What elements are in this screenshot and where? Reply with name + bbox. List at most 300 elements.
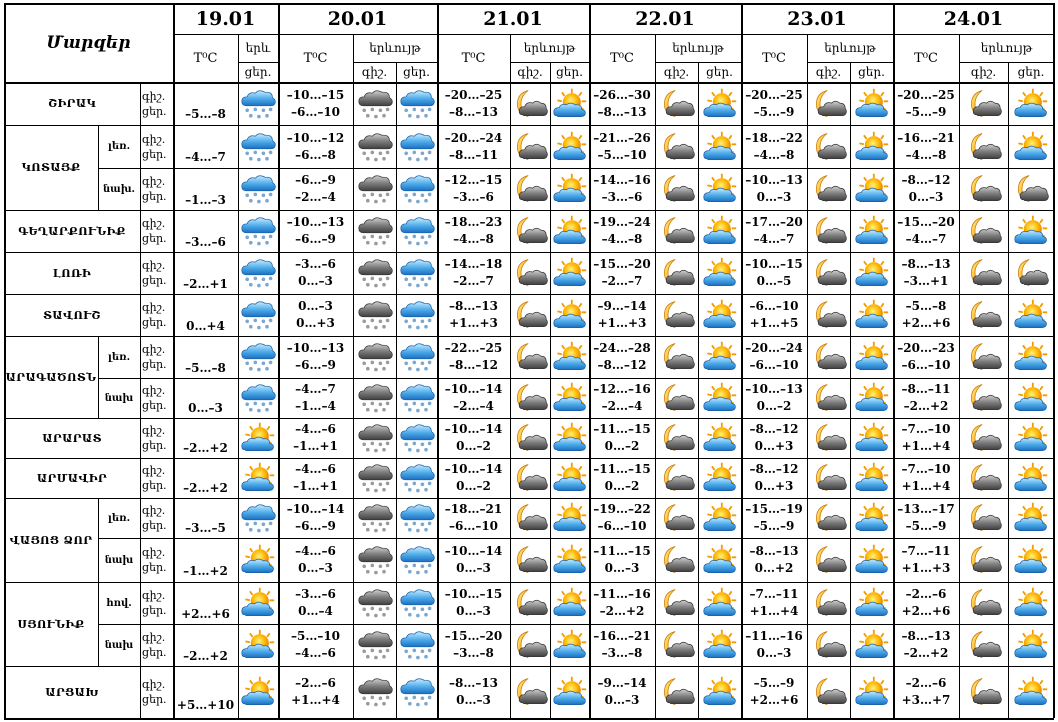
moon-cloud-icon <box>966 421 1002 455</box>
grid-line <box>741 3 743 718</box>
day-temp: +2…+6 <box>749 693 799 707</box>
date-header: 22.01 <box>635 7 695 30</box>
night-header: գիշ. <box>517 65 543 79</box>
temp-range <box>437 210 510 252</box>
snow-cloud-blue-icon <box>240 172 276 206</box>
day-temp: +1…+4 <box>291 693 340 707</box>
day-temp: 0…–3 <box>456 604 491 618</box>
sun-cloud-icon <box>702 214 738 248</box>
temp-range <box>278 252 353 294</box>
grid-line <box>238 34 239 718</box>
night-temp: –8…–13 <box>749 544 799 558</box>
night-day-label <box>140 168 175 210</box>
sun-cloud-icon <box>854 172 890 206</box>
temp-range <box>589 418 655 458</box>
snow-cloud-gray-icon <box>357 340 393 374</box>
day-header: ցեր. <box>858 65 885 79</box>
temp-range <box>893 168 959 210</box>
sun-cloud-icon <box>854 675 890 709</box>
moon-cloud-icon <box>659 628 695 662</box>
day-header: ցեր. <box>556 65 583 79</box>
moon-cloud-icon <box>811 628 847 662</box>
night-label: գիշ. <box>142 589 166 602</box>
moon-cloud-icon <box>512 340 548 374</box>
day-label: ցեր. <box>142 190 167 203</box>
snow-cloud-blue-icon <box>240 340 276 374</box>
moon-cloud-icon <box>811 130 847 164</box>
day-label: ցեր. <box>142 519 167 532</box>
snow-cloud-blue-icon <box>399 675 435 709</box>
day-temp: –6…–8 <box>295 147 336 162</box>
snow-cloud-blue-icon <box>240 501 276 535</box>
day-temp: –2…+2 <box>903 646 949 660</box>
night-temp: –12…–16 <box>593 382 651 396</box>
grid-line <box>396 62 397 718</box>
night-temp: –10…–14 <box>444 462 503 476</box>
temp-range <box>589 252 655 294</box>
night-day-label <box>140 624 175 666</box>
night-temp: –3…–6 <box>295 257 336 271</box>
night-day-label <box>140 336 175 378</box>
moon-cloud-icon <box>966 298 1002 332</box>
day-temp: –8…–13 <box>597 104 647 119</box>
night-day-label <box>140 418 175 458</box>
snow-cloud-blue-icon <box>240 381 276 415</box>
day-temp: –5…–9 <box>905 104 947 119</box>
temp-range <box>589 458 655 498</box>
subregion-label: լեռ. <box>107 351 131 363</box>
night-temp: –20…–25 <box>897 87 955 102</box>
sun-cloud-icon <box>702 172 738 206</box>
temp-range <box>278 418 353 458</box>
night-temp: –4…–6 <box>295 544 336 558</box>
moon-cloud-icon <box>659 381 695 415</box>
moon-cloud-icon <box>512 586 548 620</box>
temp-range <box>893 294 959 336</box>
temp-value: –5…–8 <box>185 107 226 122</box>
day-temp: –8…–11 <box>448 147 499 162</box>
snow-cloud-gray-icon <box>357 461 393 495</box>
day-label: ցեր. <box>142 274 167 287</box>
snow-cloud-blue-icon <box>240 87 276 121</box>
day-temp: 0…–2 <box>756 399 792 413</box>
day-temp: –5…–10 <box>597 147 647 162</box>
region-label: ԱՐՑԱԽ <box>45 685 99 699</box>
sun-cloud-icon <box>702 87 738 121</box>
day-temp: –4…–8 <box>905 147 947 162</box>
grid-line <box>589 3 591 718</box>
night-temp: –19…–22 <box>593 502 651 516</box>
grid-line <box>698 62 699 718</box>
night-temp: –6…–10 <box>749 299 799 313</box>
temp-range <box>437 168 510 210</box>
night-temp: –2…–6 <box>905 676 947 690</box>
sun-cloud-icon <box>552 461 588 495</box>
sun-cloud-icon <box>552 130 588 164</box>
night-temp: –22…–25 <box>444 341 503 355</box>
temp-range <box>278 82 353 125</box>
grid-line <box>959 62 1054 63</box>
snow-cloud-blue-icon <box>240 256 276 290</box>
moon-cloud-icon <box>811 298 847 332</box>
night-temp: –7…–11 <box>901 544 951 558</box>
night-temp: –14…–18 <box>444 257 503 271</box>
night-temp: –19…–24 <box>593 215 651 229</box>
day-temp: 0…–3 <box>456 561 491 575</box>
night-temp: –11…–15 <box>593 544 651 558</box>
day-temp: –3…–6 <box>601 190 643 204</box>
night-day-label <box>140 498 175 538</box>
sun-cloud-icon <box>854 130 890 164</box>
day-temp: –6…–10 <box>290 104 341 119</box>
moon-cloud-icon <box>512 421 548 455</box>
temp-header: T⁰C <box>193 50 218 66</box>
day-temp: –4…–8 <box>753 147 795 162</box>
day-temp: 0…–3 <box>604 693 640 707</box>
night-header: գիշ. <box>970 65 997 79</box>
night-temp: –8…–12 <box>901 173 951 187</box>
snow-cloud-blue-icon <box>399 461 435 495</box>
sun-cloud-icon <box>702 543 738 577</box>
sun-cloud-icon <box>1013 214 1049 248</box>
moon-cloud-icon <box>1013 256 1049 290</box>
snow-cloud-gray-icon <box>357 256 393 290</box>
table-title: Մարզեր <box>46 32 131 53</box>
sun-cloud-icon <box>854 586 890 620</box>
day-temp: 0…–2 <box>456 479 491 493</box>
temp-range <box>893 498 959 538</box>
temp-value: +2…+6 <box>181 606 230 621</box>
night-day-label <box>140 538 175 582</box>
night-temp: –7…–11 <box>749 587 799 601</box>
snow-cloud-gray-icon <box>357 421 393 455</box>
night-label: գիշ. <box>142 504 166 517</box>
grid-line <box>807 34 808 718</box>
sun-cloud-icon <box>552 256 588 290</box>
snow-cloud-blue-icon <box>399 214 435 248</box>
day-label: ցեր. <box>142 439 167 452</box>
day-temp: +3…+7 <box>901 693 951 707</box>
temp-range <box>893 378 959 418</box>
phenomenon-header: երև <box>245 41 271 55</box>
day-temp: 0…–4 <box>298 604 333 618</box>
temp-range <box>437 82 510 125</box>
day-temp: +1…+3 <box>901 561 951 575</box>
grid-line <box>1008 62 1009 718</box>
temp-range <box>589 168 655 210</box>
subregion-label: նախ <box>104 392 134 404</box>
day-temp: –1…+1 <box>293 439 338 453</box>
snow-cloud-blue-icon <box>240 130 276 164</box>
night-temp: –18…–22 <box>745 130 803 145</box>
subregion-label: նախ <box>104 639 134 651</box>
night-temp: –10…–14 <box>286 502 345 516</box>
day-temp: 0…–3 <box>604 561 640 575</box>
sun-cloud-icon <box>702 130 738 164</box>
night-temp: –20…–25 <box>444 87 503 102</box>
moon-cloud-icon <box>966 172 1002 206</box>
temp-range <box>741 336 807 378</box>
temp-range <box>893 82 959 125</box>
moon-cloud-icon <box>811 675 847 709</box>
day-temp: –8…–13 <box>448 104 499 119</box>
night-temp: –8…–11 <box>901 382 951 396</box>
temp-range <box>589 336 655 378</box>
day-temp: 0…–5 <box>756 274 792 288</box>
temp-range <box>437 378 510 418</box>
night-temp: –15…–20 <box>444 629 503 643</box>
grid-line <box>1053 3 1055 718</box>
sun-cloud-icon <box>1013 340 1049 374</box>
night-label: գիշ. <box>142 89 166 103</box>
moon-cloud-icon <box>966 461 1002 495</box>
snow-cloud-gray-icon <box>357 381 393 415</box>
sun-cloud-icon <box>854 256 890 290</box>
moon-cloud-icon <box>966 381 1002 415</box>
moon-cloud-icon <box>966 543 1002 577</box>
grid-line <box>353 34 354 718</box>
moon-cloud-icon <box>659 543 695 577</box>
night-temp: –4…–6 <box>295 462 336 476</box>
grid-line <box>4 3 6 718</box>
day-temp: 0…–3 <box>456 693 491 707</box>
night-temp: –17…–20 <box>745 215 803 229</box>
temp-range <box>589 378 655 418</box>
temp-value: –1…+2 <box>183 564 228 578</box>
night-temp: –10…–13 <box>286 215 345 229</box>
night-label: գիշ. <box>142 175 166 188</box>
moon-cloud-icon <box>966 501 1002 535</box>
temp-range <box>741 582 807 624</box>
night-label: գիշ. <box>142 424 166 437</box>
night-temp: –16…–21 <box>897 130 955 145</box>
day-label: ցեր. <box>142 561 167 574</box>
night-temp: –10…–14 <box>444 544 503 558</box>
temp-range <box>437 336 510 378</box>
day-temp: 0…–3 <box>298 561 333 575</box>
grid-line <box>173 34 1054 35</box>
night-label: գիշ. <box>142 678 166 691</box>
snow-cloud-gray-icon <box>357 130 393 164</box>
temp-range <box>278 666 353 718</box>
day-temp: –6…–9 <box>295 519 336 533</box>
sun-cloud-icon <box>854 214 890 248</box>
phenomenon-header: երևույթ <box>523 41 576 55</box>
moon-cloud-icon <box>659 214 695 248</box>
temp-value: –5…–8 <box>185 360 226 375</box>
date-header: 19.01 <box>195 7 256 30</box>
temp-value: –2…+2 <box>183 481 228 495</box>
temp-value: –1…–3 <box>185 192 226 207</box>
snow-cloud-gray-icon <box>357 543 393 577</box>
temp-range <box>589 498 655 538</box>
day-temp: –5…–9 <box>753 104 795 119</box>
temp-range <box>278 294 353 336</box>
night-temp: –11…–16 <box>745 629 803 643</box>
sun-cloud-icon <box>702 381 738 415</box>
day-temp: 0…–3 <box>908 190 944 204</box>
grid-line <box>4 718 1054 720</box>
grid-line <box>140 82 141 718</box>
sun-cloud-icon <box>552 501 588 535</box>
sun-cloud-icon <box>702 340 738 374</box>
moon-cloud-icon <box>811 256 847 290</box>
moon-cloud-icon <box>966 130 1002 164</box>
night-temp: –16…–21 <box>593 629 651 643</box>
region-label: ԿՈՏԱՅՔ <box>21 161 81 174</box>
temp-range <box>278 582 353 624</box>
night-temp: –8…–13 <box>448 299 499 313</box>
day-temp: +2…+6 <box>901 604 951 618</box>
sun-cloud-icon <box>1013 130 1049 164</box>
grid-line <box>550 62 551 718</box>
temp-range <box>437 418 510 458</box>
temp-range <box>437 624 510 666</box>
sun-cloud-icon <box>240 421 276 455</box>
temp-range <box>278 458 353 498</box>
moon-cloud-icon <box>811 214 847 248</box>
sun-cloud-icon <box>702 586 738 620</box>
night-temp: –10…–15 <box>444 587 503 601</box>
sun-cloud-icon <box>240 461 276 495</box>
night-temp: –20…–24 <box>444 130 503 145</box>
moon-cloud-icon <box>659 586 695 620</box>
grid-line <box>437 3 439 718</box>
day-header: ցեր. <box>403 65 430 79</box>
temp-range <box>741 294 807 336</box>
moon-cloud-icon <box>512 256 548 290</box>
moon-cloud-icon <box>811 340 847 374</box>
snow-cloud-blue-icon <box>399 256 435 290</box>
moon-cloud-icon <box>512 214 548 248</box>
temp-range <box>741 624 807 666</box>
temp-range <box>437 582 510 624</box>
day-temp: –8…–12 <box>597 358 647 372</box>
sun-cloud-icon <box>1013 421 1049 455</box>
sun-cloud-icon <box>1013 543 1049 577</box>
day-header: ցեր. <box>1017 65 1045 79</box>
day-label: ցեր. <box>142 232 167 245</box>
snow-cloud-gray-icon <box>357 298 393 332</box>
snow-cloud-gray-icon <box>357 586 393 620</box>
night-day-label <box>140 82 175 125</box>
moon-cloud-icon <box>966 214 1002 248</box>
moon-cloud-icon <box>1013 172 1049 206</box>
sun-cloud-icon <box>854 421 890 455</box>
night-temp: –24…–28 <box>593 341 651 355</box>
temp-range <box>589 82 655 125</box>
night-temp: –20…–24 <box>745 341 803 355</box>
sun-cloud-icon <box>240 628 276 662</box>
day-temp: –6…–10 <box>749 358 799 372</box>
sun-cloud-icon <box>854 298 890 332</box>
night-day-label <box>140 294 175 336</box>
moon-cloud-icon <box>811 381 847 415</box>
moon-cloud-icon <box>966 87 1002 121</box>
temp-header: T⁰C <box>461 50 486 66</box>
temp-header: T⁰C <box>610 50 634 66</box>
night-label: գիշ. <box>142 217 166 230</box>
night-temp: –20…–23 <box>897 341 955 355</box>
moon-cloud-icon <box>512 461 548 495</box>
night-temp: –4…–7 <box>295 382 336 396</box>
temp-range <box>893 624 959 666</box>
sun-cloud-icon <box>854 340 890 374</box>
grid-line <box>655 34 656 718</box>
night-label: գիշ. <box>142 631 166 644</box>
temp-value: –4…–7 <box>185 150 226 165</box>
snow-cloud-blue-icon <box>240 298 276 332</box>
snow-cloud-blue-icon <box>399 628 435 662</box>
moon-cloud-icon <box>659 501 695 535</box>
date-header: 20.01 <box>327 7 388 30</box>
temp-range <box>893 125 959 168</box>
sun-cloud-icon <box>552 628 588 662</box>
night-temp: –5…–9 <box>753 676 795 690</box>
moon-cloud-icon <box>659 87 695 121</box>
temp-range <box>437 498 510 538</box>
moon-cloud-icon <box>512 130 548 164</box>
day-temp: –3…–6 <box>453 190 494 204</box>
sun-cloud-icon <box>1013 381 1049 415</box>
temp-range <box>741 418 807 458</box>
moon-cloud-icon <box>659 130 695 164</box>
subregion-label: hով. <box>106 597 132 609</box>
moon-cloud-icon <box>659 256 695 290</box>
day-temp: –4…–7 <box>753 232 795 246</box>
temp-range <box>741 125 807 168</box>
night-label: գիշ. <box>142 343 166 356</box>
moon-cloud-icon <box>966 256 1002 290</box>
snow-cloud-blue-icon <box>240 214 276 248</box>
grid-line <box>353 62 437 63</box>
temp-range <box>278 498 353 538</box>
moon-cloud-icon <box>512 675 548 709</box>
temp-range <box>589 538 655 582</box>
temp-range <box>741 82 807 125</box>
night-temp: –2…–6 <box>905 587 947 601</box>
region-label: ԱՐՄԱՎԻՐ <box>36 471 108 485</box>
moon-cloud-icon <box>811 421 847 455</box>
temp-value: –2…+2 <box>183 648 228 663</box>
moon-cloud-icon <box>512 628 548 662</box>
night-label: գիշ. <box>142 384 166 397</box>
date-header: 24.01 <box>943 7 1004 30</box>
temp-range <box>278 538 353 582</box>
day-temp: –2…–7 <box>601 274 643 288</box>
night-temp: –15…–20 <box>593 257 651 271</box>
day-label: ցեր. <box>142 316 167 329</box>
sun-cloud-icon <box>552 340 588 374</box>
moon-cloud-icon <box>811 586 847 620</box>
moon-cloud-icon <box>811 543 847 577</box>
snow-cloud-blue-icon <box>399 298 435 332</box>
temp-header: T⁰C <box>762 50 786 66</box>
grid-line <box>238 62 278 63</box>
sun-cloud-icon <box>552 381 588 415</box>
day-label: ցեր. <box>142 147 167 161</box>
day-temp: –4…–7 <box>905 232 947 246</box>
sun-cloud-icon <box>702 461 738 495</box>
sun-cloud-icon <box>702 421 738 455</box>
temp-range <box>437 294 510 336</box>
sun-cloud-icon <box>854 501 890 535</box>
temp-range <box>893 210 959 252</box>
date-header: 21.01 <box>483 7 543 30</box>
moon-cloud-icon <box>512 543 548 577</box>
sun-cloud-icon <box>240 543 276 577</box>
sun-cloud-icon <box>702 298 738 332</box>
